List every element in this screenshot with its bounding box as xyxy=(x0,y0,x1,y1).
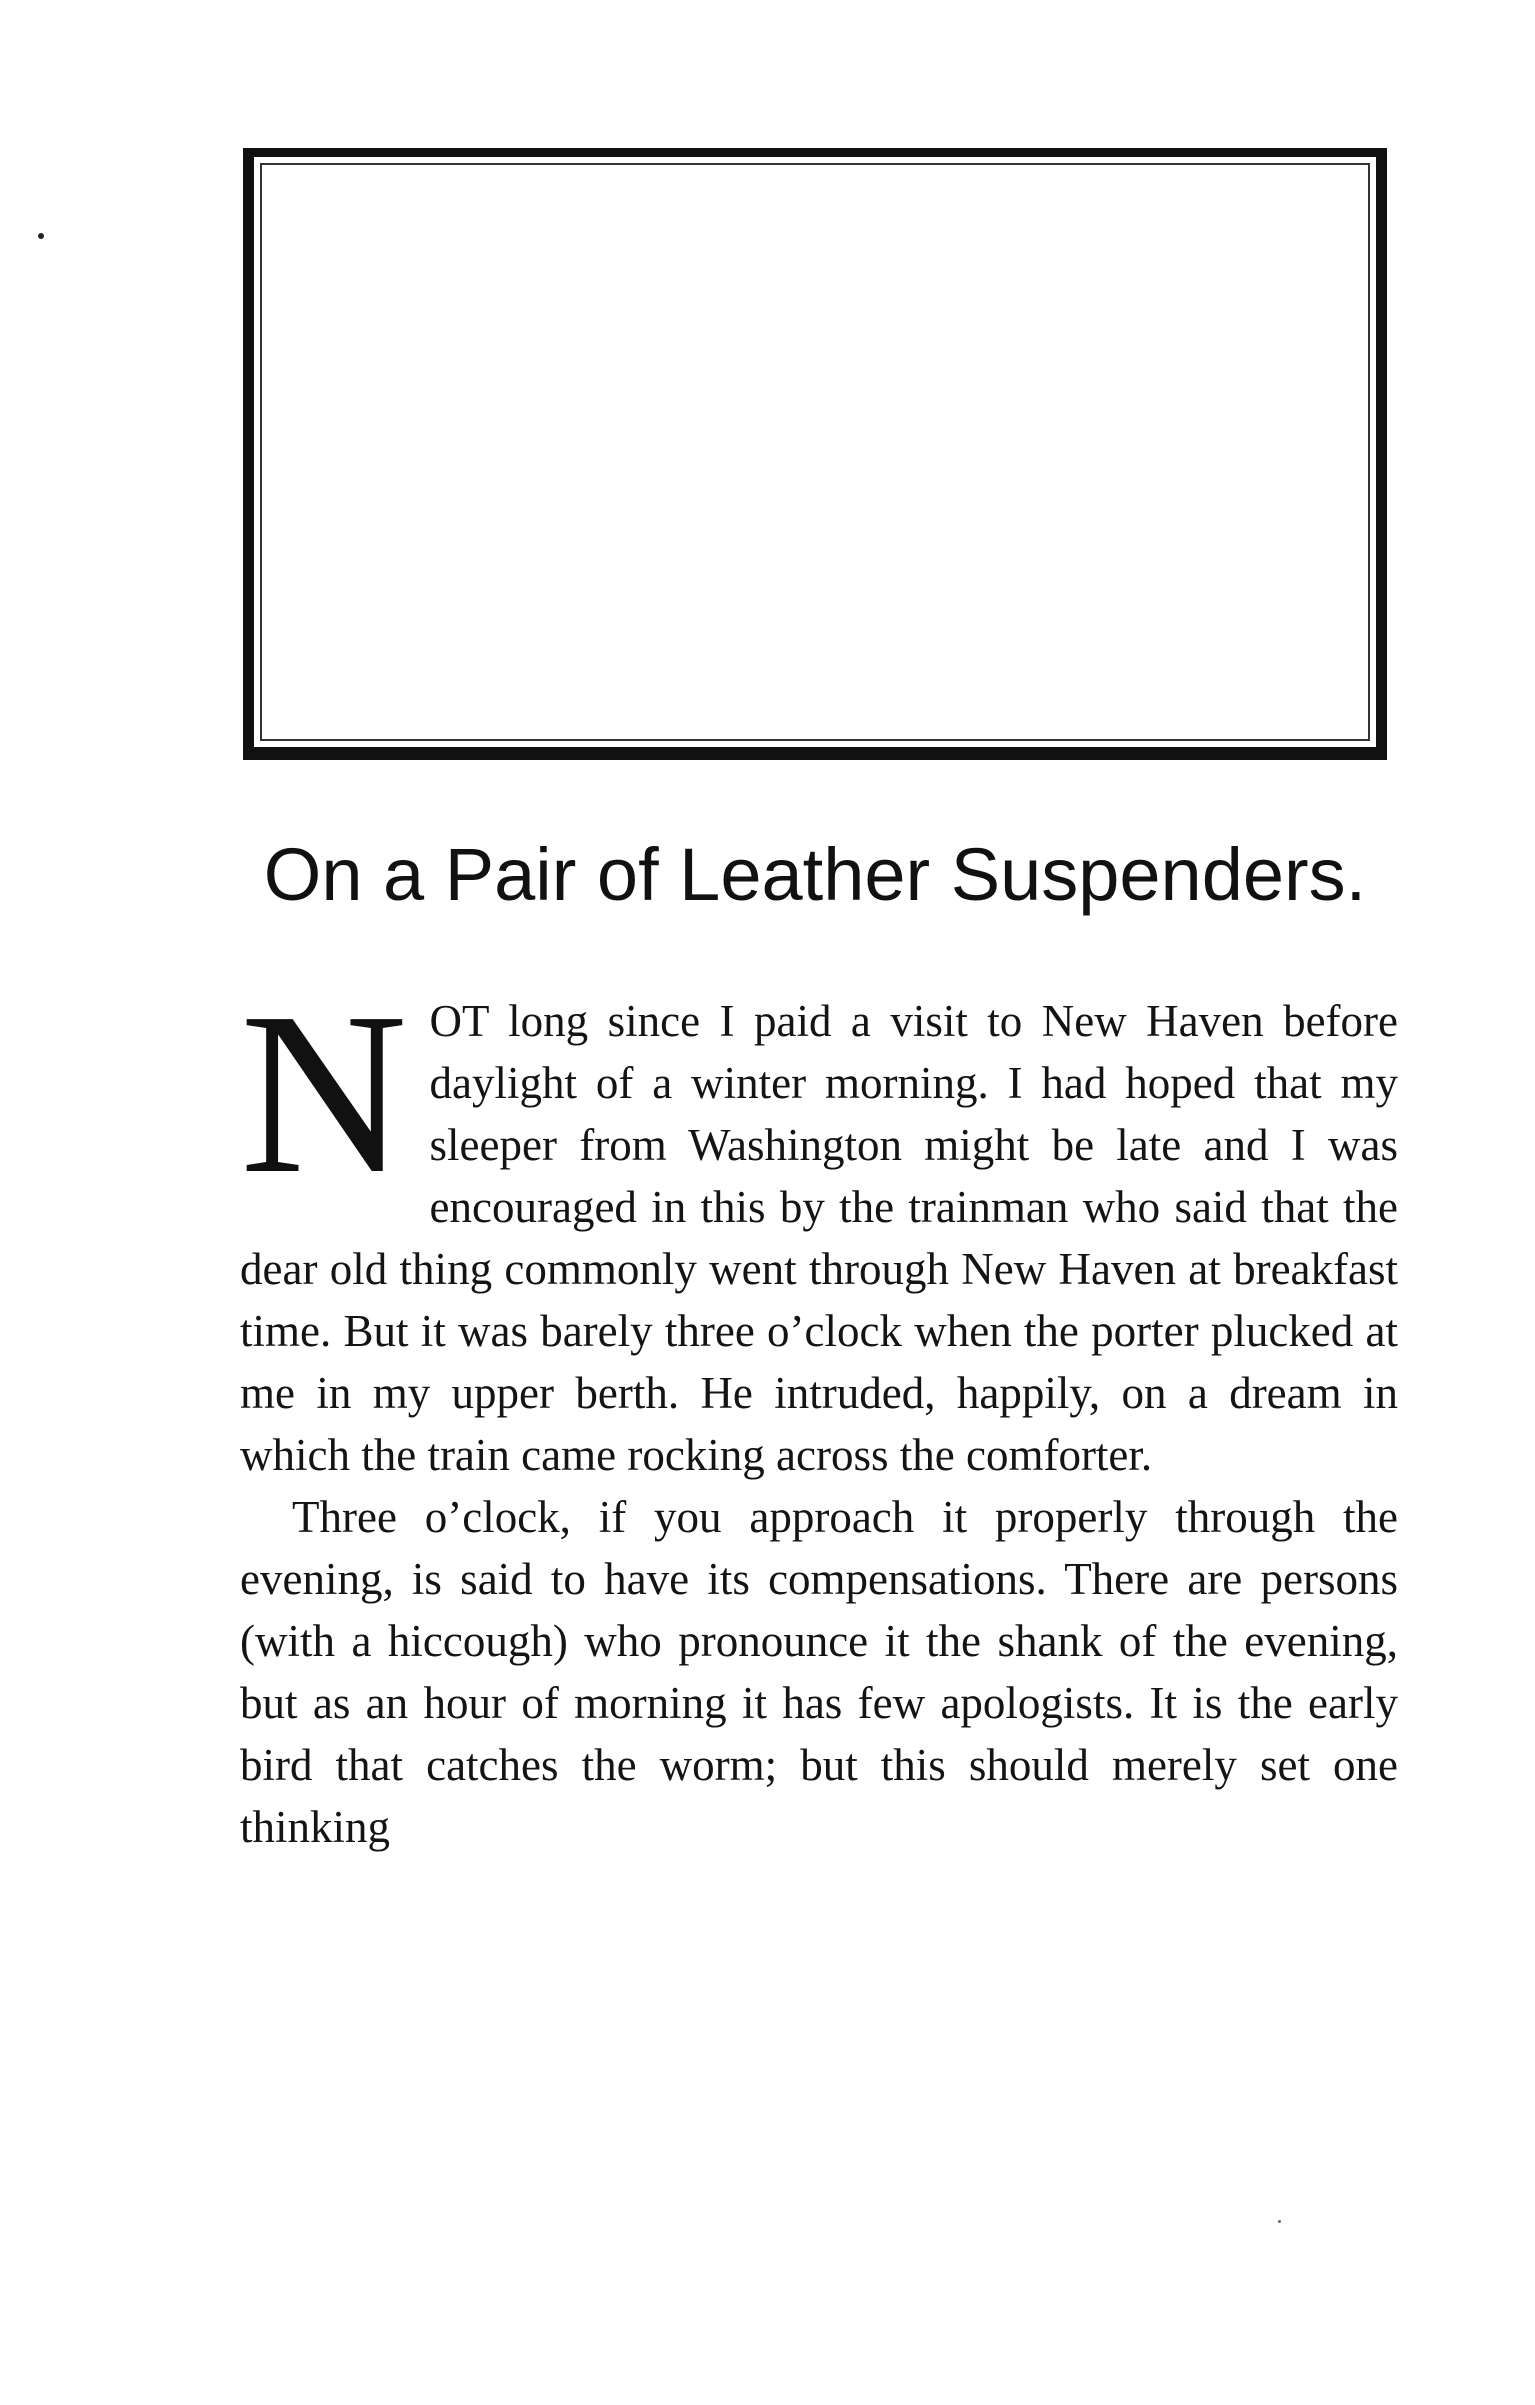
paragraph-1 xyxy=(240,965,1398,1486)
decorative-frame xyxy=(243,148,1387,760)
chapter-title: On a Pair of Leather Suspenders. xyxy=(263,833,1367,916)
drop-cap: N xyxy=(240,965,408,1222)
speck-mark xyxy=(38,233,44,239)
paragraph-1-text: OT long since I paid a visit to New Haven before daylight of a winter morning. I had hoped that my sleeper from Washington might be late and I was encouraged in this by the trainman who said that the dear old thing commonly went through New Haven at breakfast time. But it was barely three o’clock when the porter plucked at me in my upper berth. He intruded, happily, on a dream in which the train came rocking across the comforter. xyxy=(240,996,1398,1480)
frame-inner-rule xyxy=(260,163,1370,741)
speck-mark xyxy=(1278,2220,1281,2223)
body-text xyxy=(240,965,1398,1858)
paragraph-2: Three o’clock, if you approach it properly through the evening, is said to have its compensations. There are persons (with a hiccough) who pronounce it the shank of the evening, but as an hour of morning it has few apologists. It is the early bird that catches the worm; but this should merely set one thinking xyxy=(240,1492,1398,1852)
